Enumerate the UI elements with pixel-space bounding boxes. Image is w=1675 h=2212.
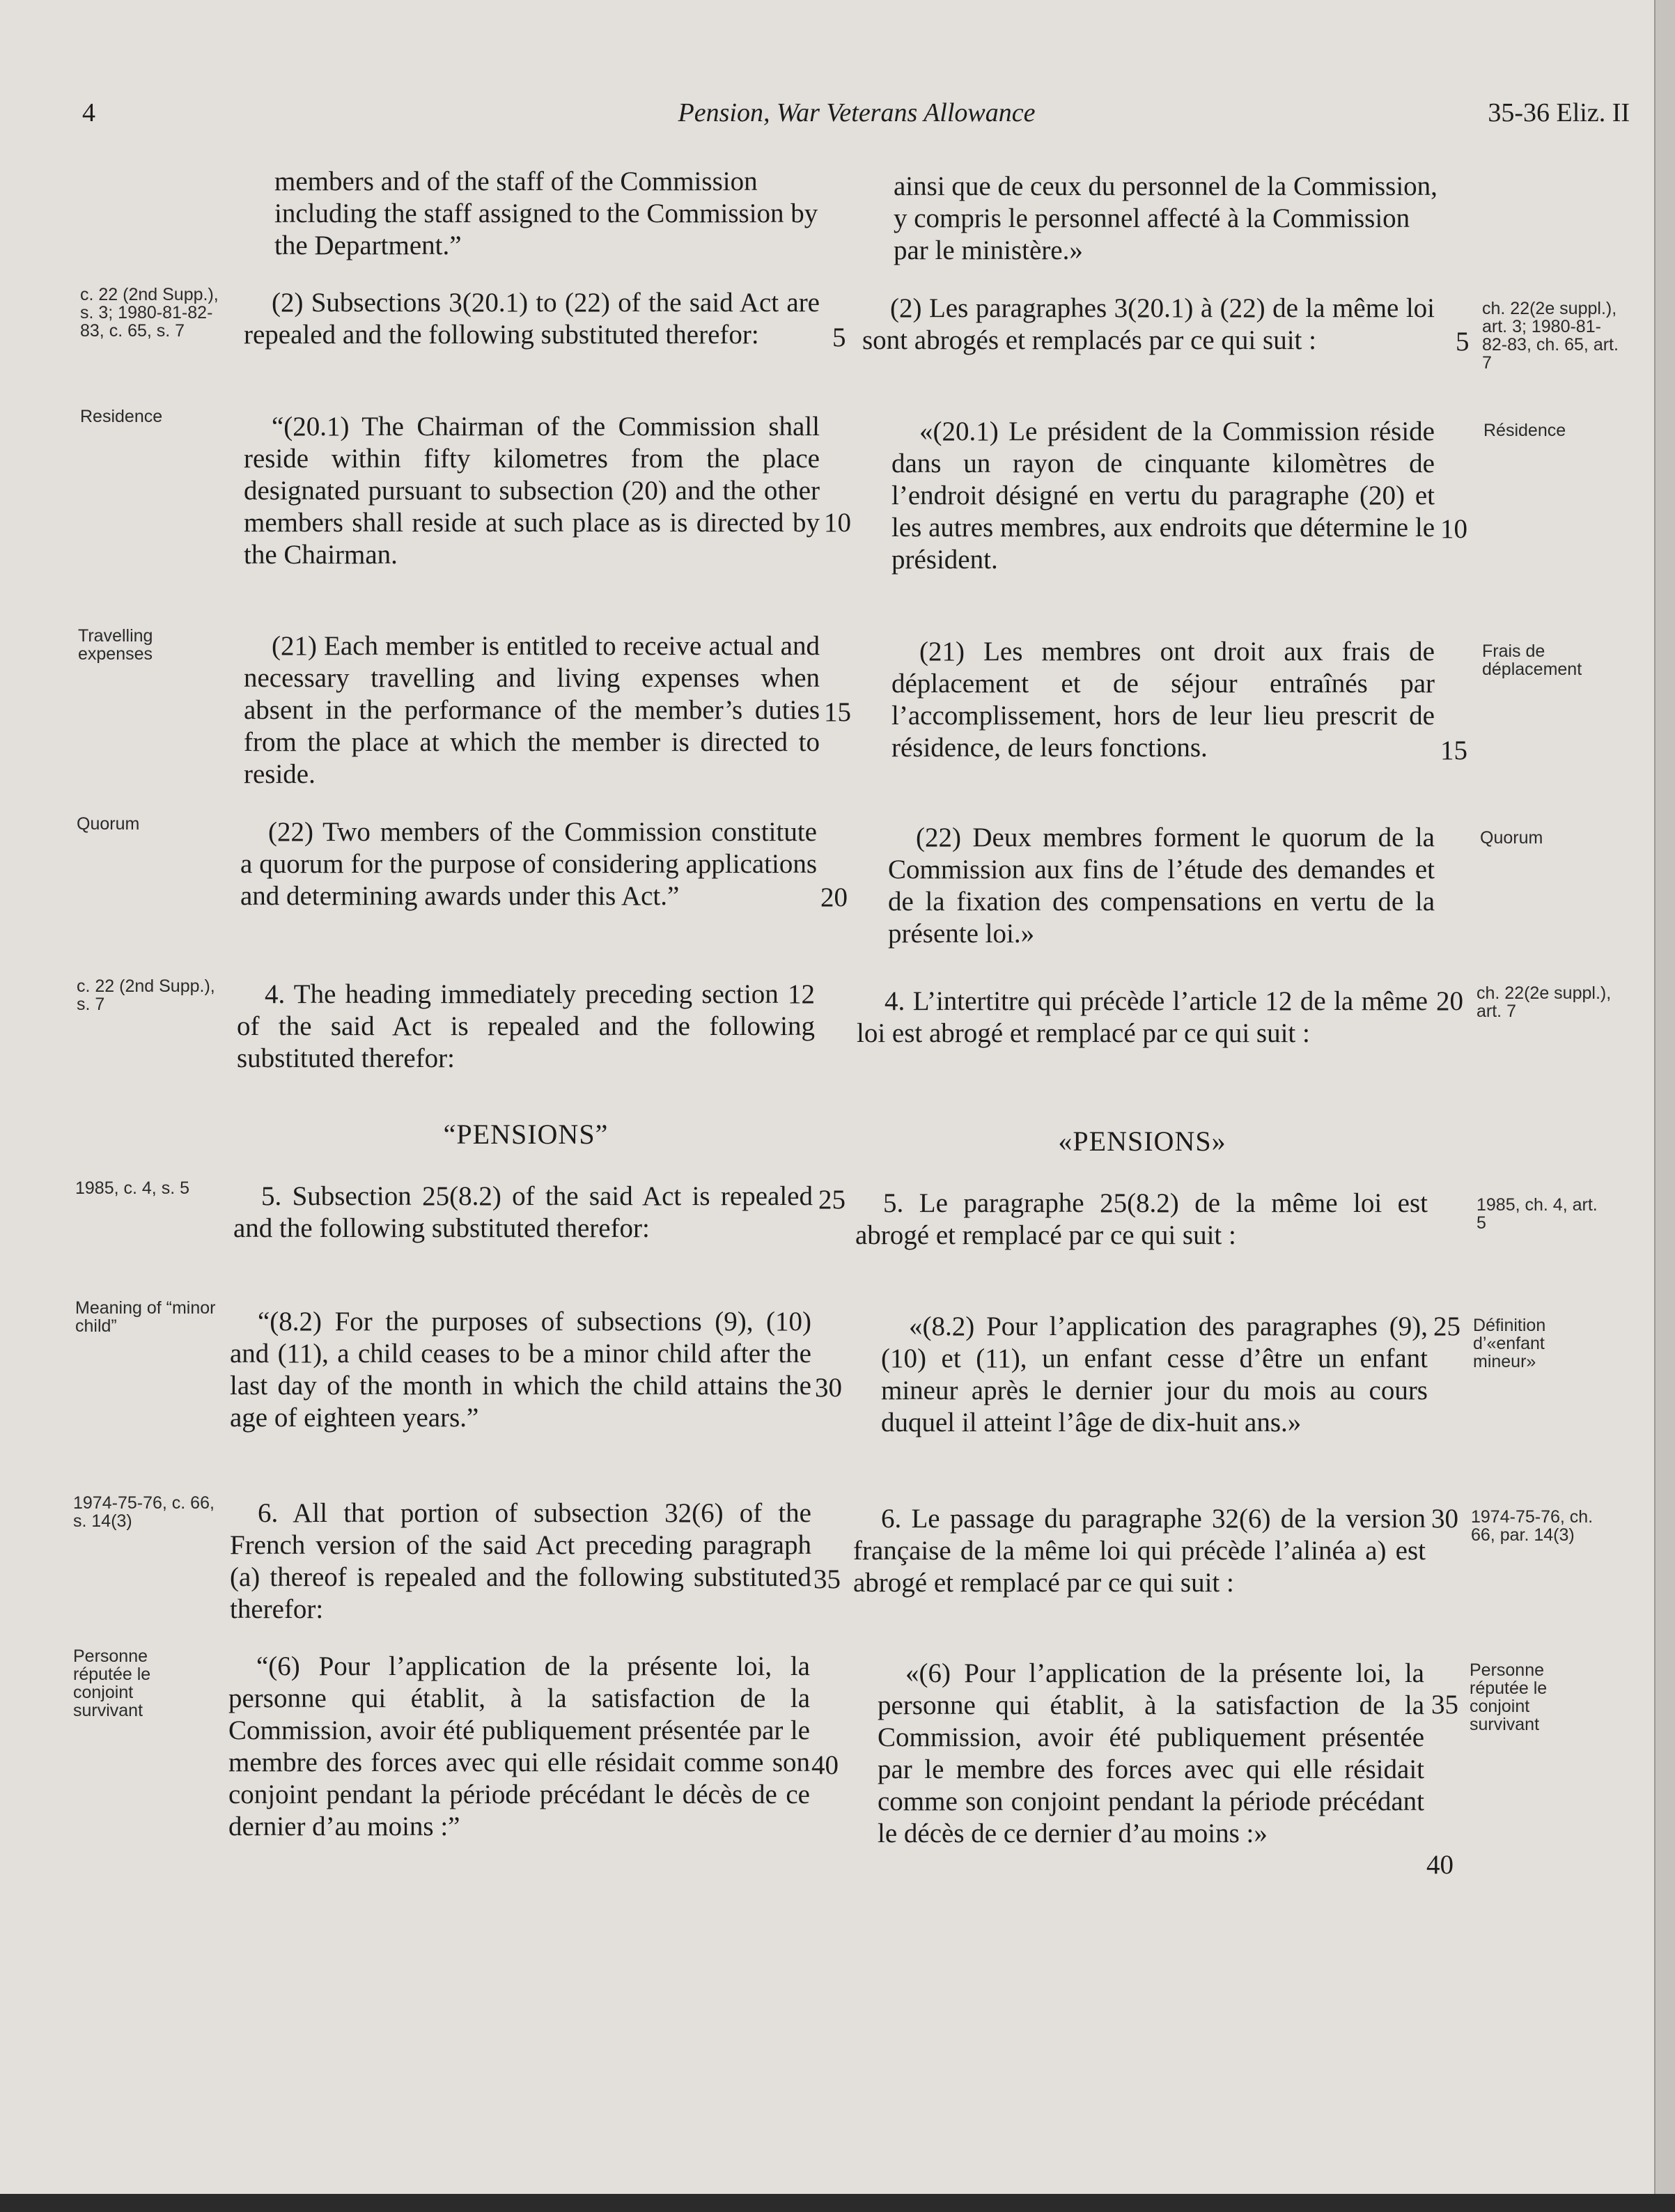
fr-section-5: 5. Le paragraphe 25(8.2) de la même loi est abrogé et remplacé par ce qui suit :: [855, 1188, 1428, 1250]
line-number: 30: [1431, 1504, 1458, 1534]
page-edge-shadow: [1654, 0, 1675, 2212]
en-subsection-8-2: “(8.2) For the purposes of subsections (9), (10) and (11), a child ceases to be a minor child after the last day of the month in which the child attains the age of eighteen years.”: [230, 1307, 811, 1433]
margin-note-right: Résidence: [1483, 421, 1566, 440]
fr-subsection-20-1: «(20.1) Le président de la Commission réside dans un rayon de cinquante kilomètres de l’endroit désigné en vertu du paragraphe (20) et les autres membres, aux endroits que détermine le président.: [891, 416, 1435, 575]
fr-paragraph-continuation: ainsi que de ceux du personnel de la Commission, y compris le personnel affecté à la Commission par le ministère.»: [894, 171, 1438, 265]
fr-subsection-6: «(6) Pour l’application de la présente loi, la personne qui établit, à la satisfaction de la Commission, avoir été publiquement présentée par le membre des forces avec qui elle résidait comme son conjoint pendant la période précédant le décès de ce dernier d’au moins :»: [878, 1658, 1424, 1848]
line-number: 40: [811, 1750, 839, 1780]
line-number: 15: [824, 697, 851, 727]
line-number: 20: [820, 882, 848, 912]
margin-note-left: c. 22 (2nd Supp.), s. 3; 1980-81-82-83, c. 65, s. 7: [80, 285, 219, 341]
en-section-6: 6. All that portion of subsection 32(6) of the French version of the said Act preceding paragraph (a) thereof is repealed and the following substituted therefor:: [230, 1498, 811, 1624]
page-number: 4: [82, 98, 95, 127]
line-number: 20: [1436, 986, 1463, 1016]
line-number: 15: [1440, 735, 1467, 765]
line-number: 10: [824, 508, 851, 538]
fr-section-4: 4. L’intertitre qui précède l’article 12 de la même loi est abrogé et remplacé par ce qui suit :: [857, 986, 1428, 1048]
en-subsection-2: (2) Subsections 3(20.1) to (22) of the said Act are repealed and the following substituted therefor:: [244, 288, 820, 350]
line-number: 25: [1433, 1311, 1460, 1341]
margin-note-right: Définition d’«enfant mineur»: [1473, 1316, 1546, 1371]
margin-note-left: Residence: [80, 407, 163, 426]
line-number: 35: [813, 1564, 841, 1594]
session-label: 35-36 Eliz. II: [1488, 98, 1630, 127]
en-subsection-6: “(6) Pour l’application de la présente loi, la personne qui établit, à la satisfaction de la Commission, avoir été publiquement présentée par le membre des forces avec qui elle résidait comme son conjoint pendant la période précédant le décès de ce dernier d’au moins :”: [228, 1651, 810, 1841]
line-number: 10: [1440, 514, 1467, 544]
margin-note-right: 1985, ch. 4, art. 5: [1477, 1195, 1598, 1233]
en-paragraph-continuation: members and of the staff of the Commission including the staff assigned to the Commission by the Department.”: [274, 166, 818, 260]
scan-bottom-border: [0, 2194, 1675, 2212]
margin-note-left: Travelling expenses: [78, 626, 153, 664]
fr-subsection-8-2: «(8.2) Pour l’application des paragraphes (9), (10) et (11), un enfant cesse d’être un enfant mineur après le dernier jour du mois au cours duquel il atteint l’âge de dix-huit ans.»: [881, 1311, 1428, 1438]
en-section-5: 5. Subsection 25(8.2) of the said Act is repealed and the following substituted therefor:: [233, 1181, 813, 1243]
margin-note-left: Quorum: [77, 814, 140, 834]
line-number: 35: [1431, 1690, 1458, 1720]
en-section-4: 4. The heading immediately preceding section 12 of the said Act is repealed and the following substituted therefor:: [237, 979, 815, 1073]
fr-section-6: 6. Le passage du paragraphe 32(6) de la version française de la même loi qui précède l’alinéa a) est abrogé et remplacé par ce qui suit :: [853, 1504, 1426, 1598]
en-subsection-22: (22) Two members of the Commission constitute a quorum for the purpose of considering applications and determining awards under this Act.”: [240, 817, 817, 911]
margin-note-left: 1985, c. 4, s. 5: [75, 1178, 189, 1198]
fr-subsection-2: (2) Les paragraphes 3(20.1) à (22) de la même loi sont abrogés et remplacés par ce qui suit :: [862, 293, 1435, 355]
margin-note-right: Personne réputée le conjoint survivant: [1470, 1660, 1548, 1734]
running-title: Pension, War Veterans Allowance: [678, 98, 1036, 127]
line-number: 5: [1456, 327, 1470, 357]
margin-note-right: Frais de déplacement: [1482, 641, 1582, 679]
line-number: 25: [818, 1185, 846, 1215]
margin-note-left: Personne réputée le conjoint survivant: [73, 1646, 151, 1720]
margin-note-left: 1974-75-76, c. 66, s. 14(3): [73, 1493, 215, 1531]
margin-note-right: 1974-75-76, ch. 66, par. 14(3): [1471, 1507, 1594, 1545]
line-number: 40: [1426, 1850, 1454, 1880]
line-number: 5: [832, 322, 846, 352]
line-number: 30: [815, 1373, 842, 1403]
margin-note-right: ch. 22(2e suppl.), art. 7: [1477, 983, 1612, 1021]
fr-heading-pensions: «PENSIONS»: [1058, 1126, 1226, 1157]
en-subsection-21: (21) Each member is entitled to receive actual and necessary travelling and living expenses when absent in the performance of the member’s duties from the place at which the member is directed to reside.: [244, 631, 820, 789]
en-heading-pensions: “PENSIONS”: [443, 1119, 609, 1150]
margin-note-right: Quorum: [1480, 828, 1543, 848]
margin-note-left: c. 22 (2nd Supp.), s. 7: [77, 976, 215, 1014]
margin-note-left: Meaning of “minor child”: [75, 1298, 216, 1336]
fr-subsection-21: (21) Les membres ont droit aux frais de déplacement et de séjour entraînés par l’accomplissement, hors de leur lieu prescrit de résidence, de leurs fonctions.: [891, 637, 1435, 763]
en-subsection-20-1: “(20.1) The Chairman of the Commission shall reside within fifty kilometres from the place designated pursuant to subsection (20) and the other members shall reside at such place as is directed by the Chairman.: [244, 412, 820, 570]
fr-subsection-22: (22) Deux membres forment le quorum de la Commission aux fins de l’étude des demandes et de la fixation des compensations en vertu de la présente loi.»: [888, 823, 1435, 949]
margin-note-right: ch. 22(2e suppl.), art. 3; 1980-81-82-83, ch. 65, art. 7: [1482, 299, 1619, 373]
